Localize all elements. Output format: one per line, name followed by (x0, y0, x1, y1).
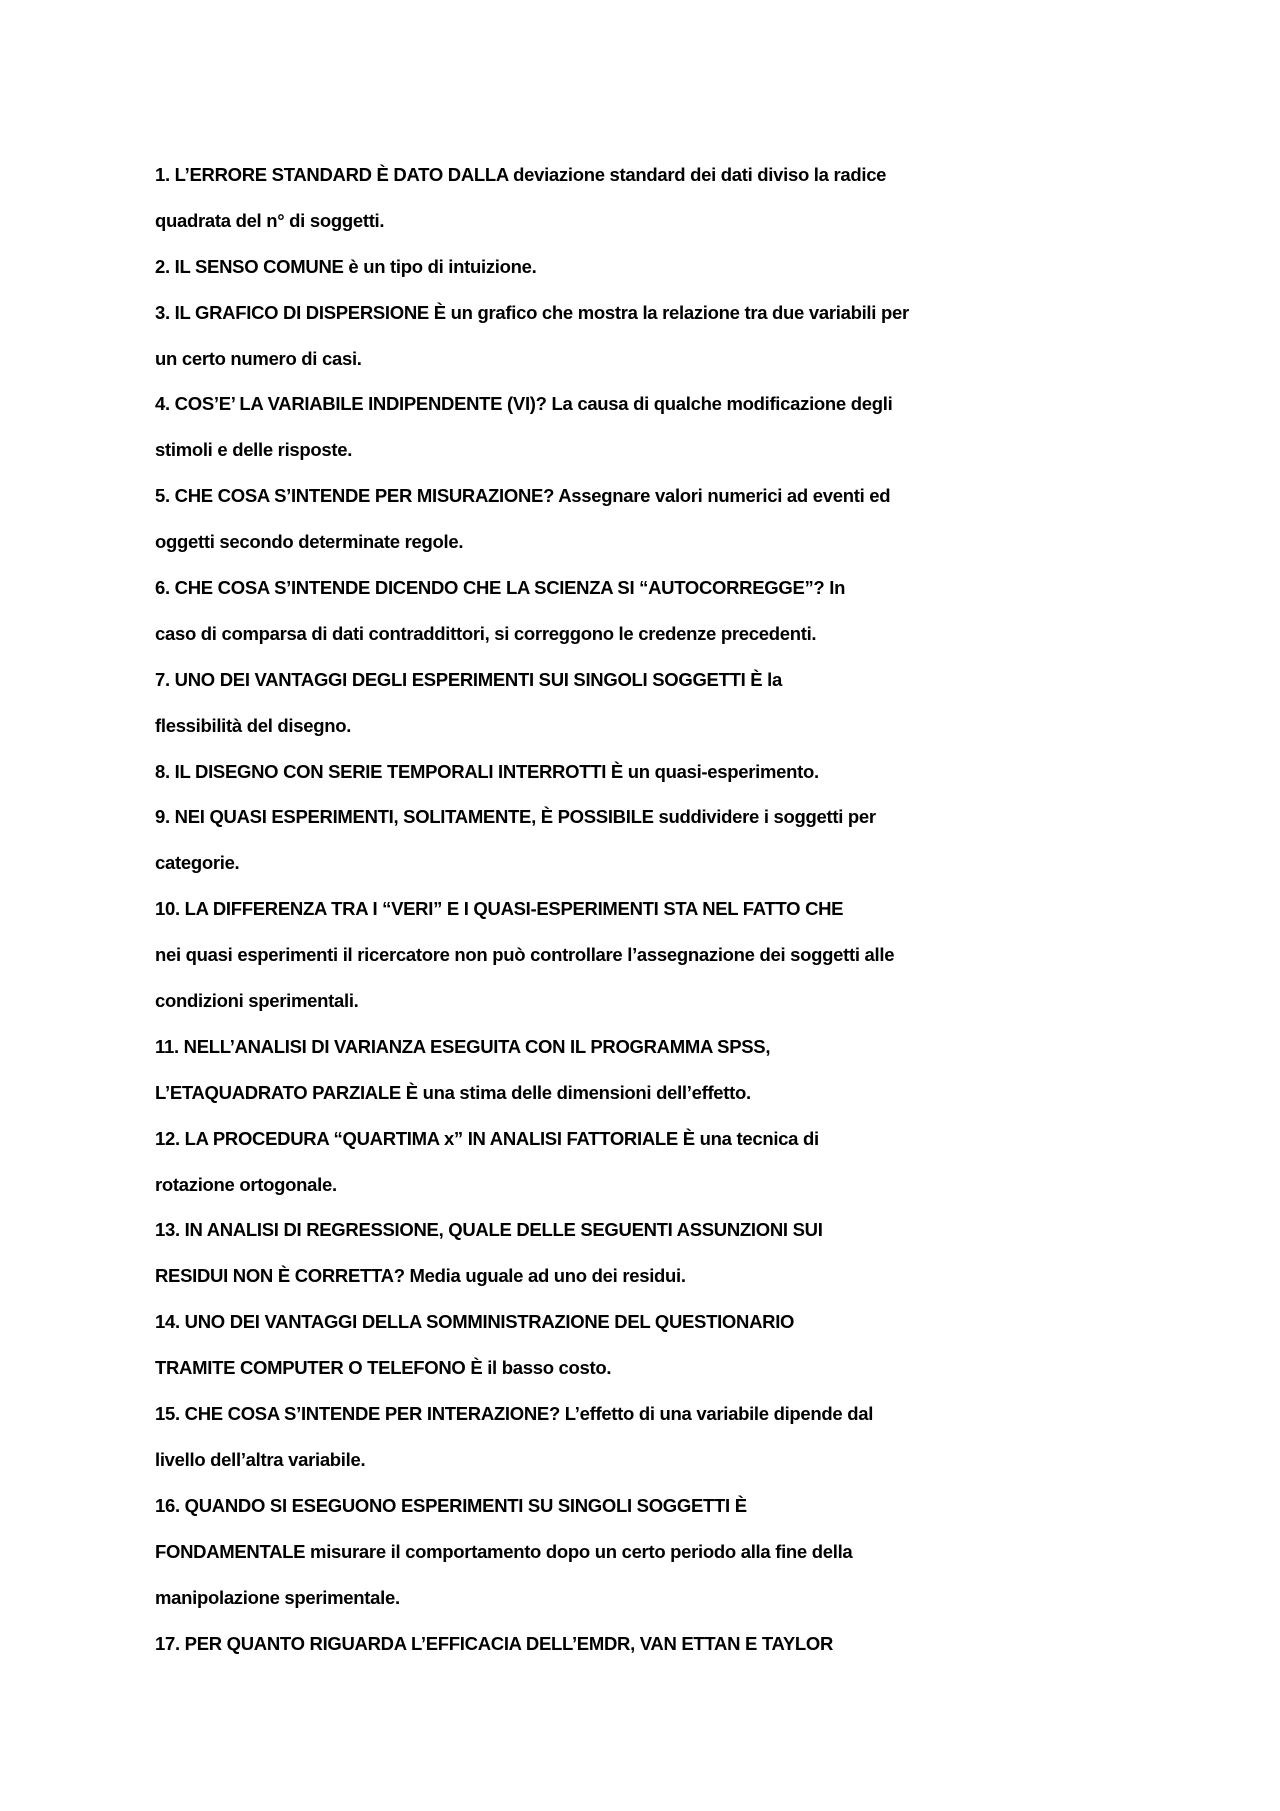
text-line: L’ETAQUADRATO PARZIALE È una stima delle dimensioni dell’effetto. (155, 1081, 751, 1103)
text-line: TRAMITE COMPUTER O TELEFONO È il basso costo. (155, 1357, 612, 1379)
text-line: 5. CHE COSA S’INTENDE PER MISURAZIONE? Assegnare valori numerici ad eventi ed (155, 485, 891, 507)
text-line: 7. UNO DEI VANTAGGI DEGLI ESPERIMENTI SUI SINGOLI SOGGETTI È la (155, 668, 782, 690)
text-line: 3. IL GRAFICO DI DISPERSIONE È un grafico che mostra la relazione tra due variabili per (155, 301, 909, 323)
text-line: categorie. (155, 852, 240, 874)
text-line: 9. NEI QUASI ESPERIMENTI, SOLITAMENTE, È POSSIBILE suddividere i soggetti per (155, 806, 876, 828)
text-line: flessibilità del disegno. (155, 714, 352, 736)
text-line: 17. PER QUANTO RIGUARDA L’EFFICACIA DELL’EMDR, VAN ETTAN E TAYLOR (155, 1632, 834, 1654)
document-body (155, 152, 1155, 1666)
text-line: 6. CHE COSA S’INTENDE DICENDO CHE LA SCIENZA SI “AUTOCORREGGE”? In (155, 577, 846, 599)
text-line: 11. NELL’ANALISI DI VARIANZA ESEGUITA CON IL PROGRAMMA SPSS, (155, 1035, 771, 1057)
text-line: rotazione ortogonale. (155, 1173, 337, 1195)
text-line: 1. L’ERRORE STANDARD È DATO DALLA deviazione standard dei dati diviso la radice (155, 164, 887, 185)
text-line: 13. IN ANALISI DI REGRESSIONE, QUALE DELLE SEGUENTI ASSUNZIONI SUI (155, 1219, 823, 1241)
text-line: stimoli e delle risposte. (155, 439, 353, 461)
text-line: 15. CHE COSA S’INTENDE PER INTERAZIONE? L’effetto di una variabile dipende dal (155, 1403, 874, 1425)
text-line: 2. IL SENSO COMUNE è un tipo di intuizione. (155, 255, 537, 277)
text-line: 12. LA PROCEDURA “QUARTIMA x” IN ANALISI FATTORIALE È una tecnica di (155, 1127, 819, 1149)
text-line: quadrata del n° di soggetti. (155, 209, 385, 231)
text-line: 10. LA DIFFERENZA TRA I “VERI” E I QUASI-ESPERIMENTI STA NEL FATTO CHE (155, 898, 844, 920)
text-line: 16. QUANDO SI ESEGUONO ESPERIMENTI SU SINGOLI SOGGETTI È (155, 1494, 747, 1516)
text-line: caso di comparsa di dati contraddittori, si correggono le credenze precedenti. (155, 622, 817, 644)
text-line: 14. UNO DEI VANTAGGI DELLA SOMMINISTRAZIONE DEL QUESTIONARIO (155, 1311, 795, 1333)
text-line: condizioni sperimentali. (155, 990, 359, 1012)
text-line: 8. IL DISEGNO CON SERIE TEMPORALI INTERROTTI È un quasi-esperimento. (155, 760, 819, 782)
text-line: oggetti secondo determinate regole. (155, 531, 464, 553)
text-line: FONDAMENTALE misurare il comportamento dopo un certo periodo alla fine della (155, 1540, 853, 1562)
text-line: livello dell’altra variabile. (155, 1448, 366, 1470)
text-line: un certo numero di casi. (155, 347, 362, 369)
text-line: manipolazione sperimentale. (155, 1586, 400, 1608)
text-line: nei quasi esperimenti il ricercatore non può controllare l’assegnazione dei soggetti alle (155, 944, 895, 966)
text-line: 4. COS’E’ LA VARIABILE INDIPENDENTE (VI)? La causa di qualche modificazione degli (155, 393, 893, 415)
text-line: RESIDUI NON È CORRETTA? Media uguale ad uno dei residui. (155, 1265, 686, 1287)
